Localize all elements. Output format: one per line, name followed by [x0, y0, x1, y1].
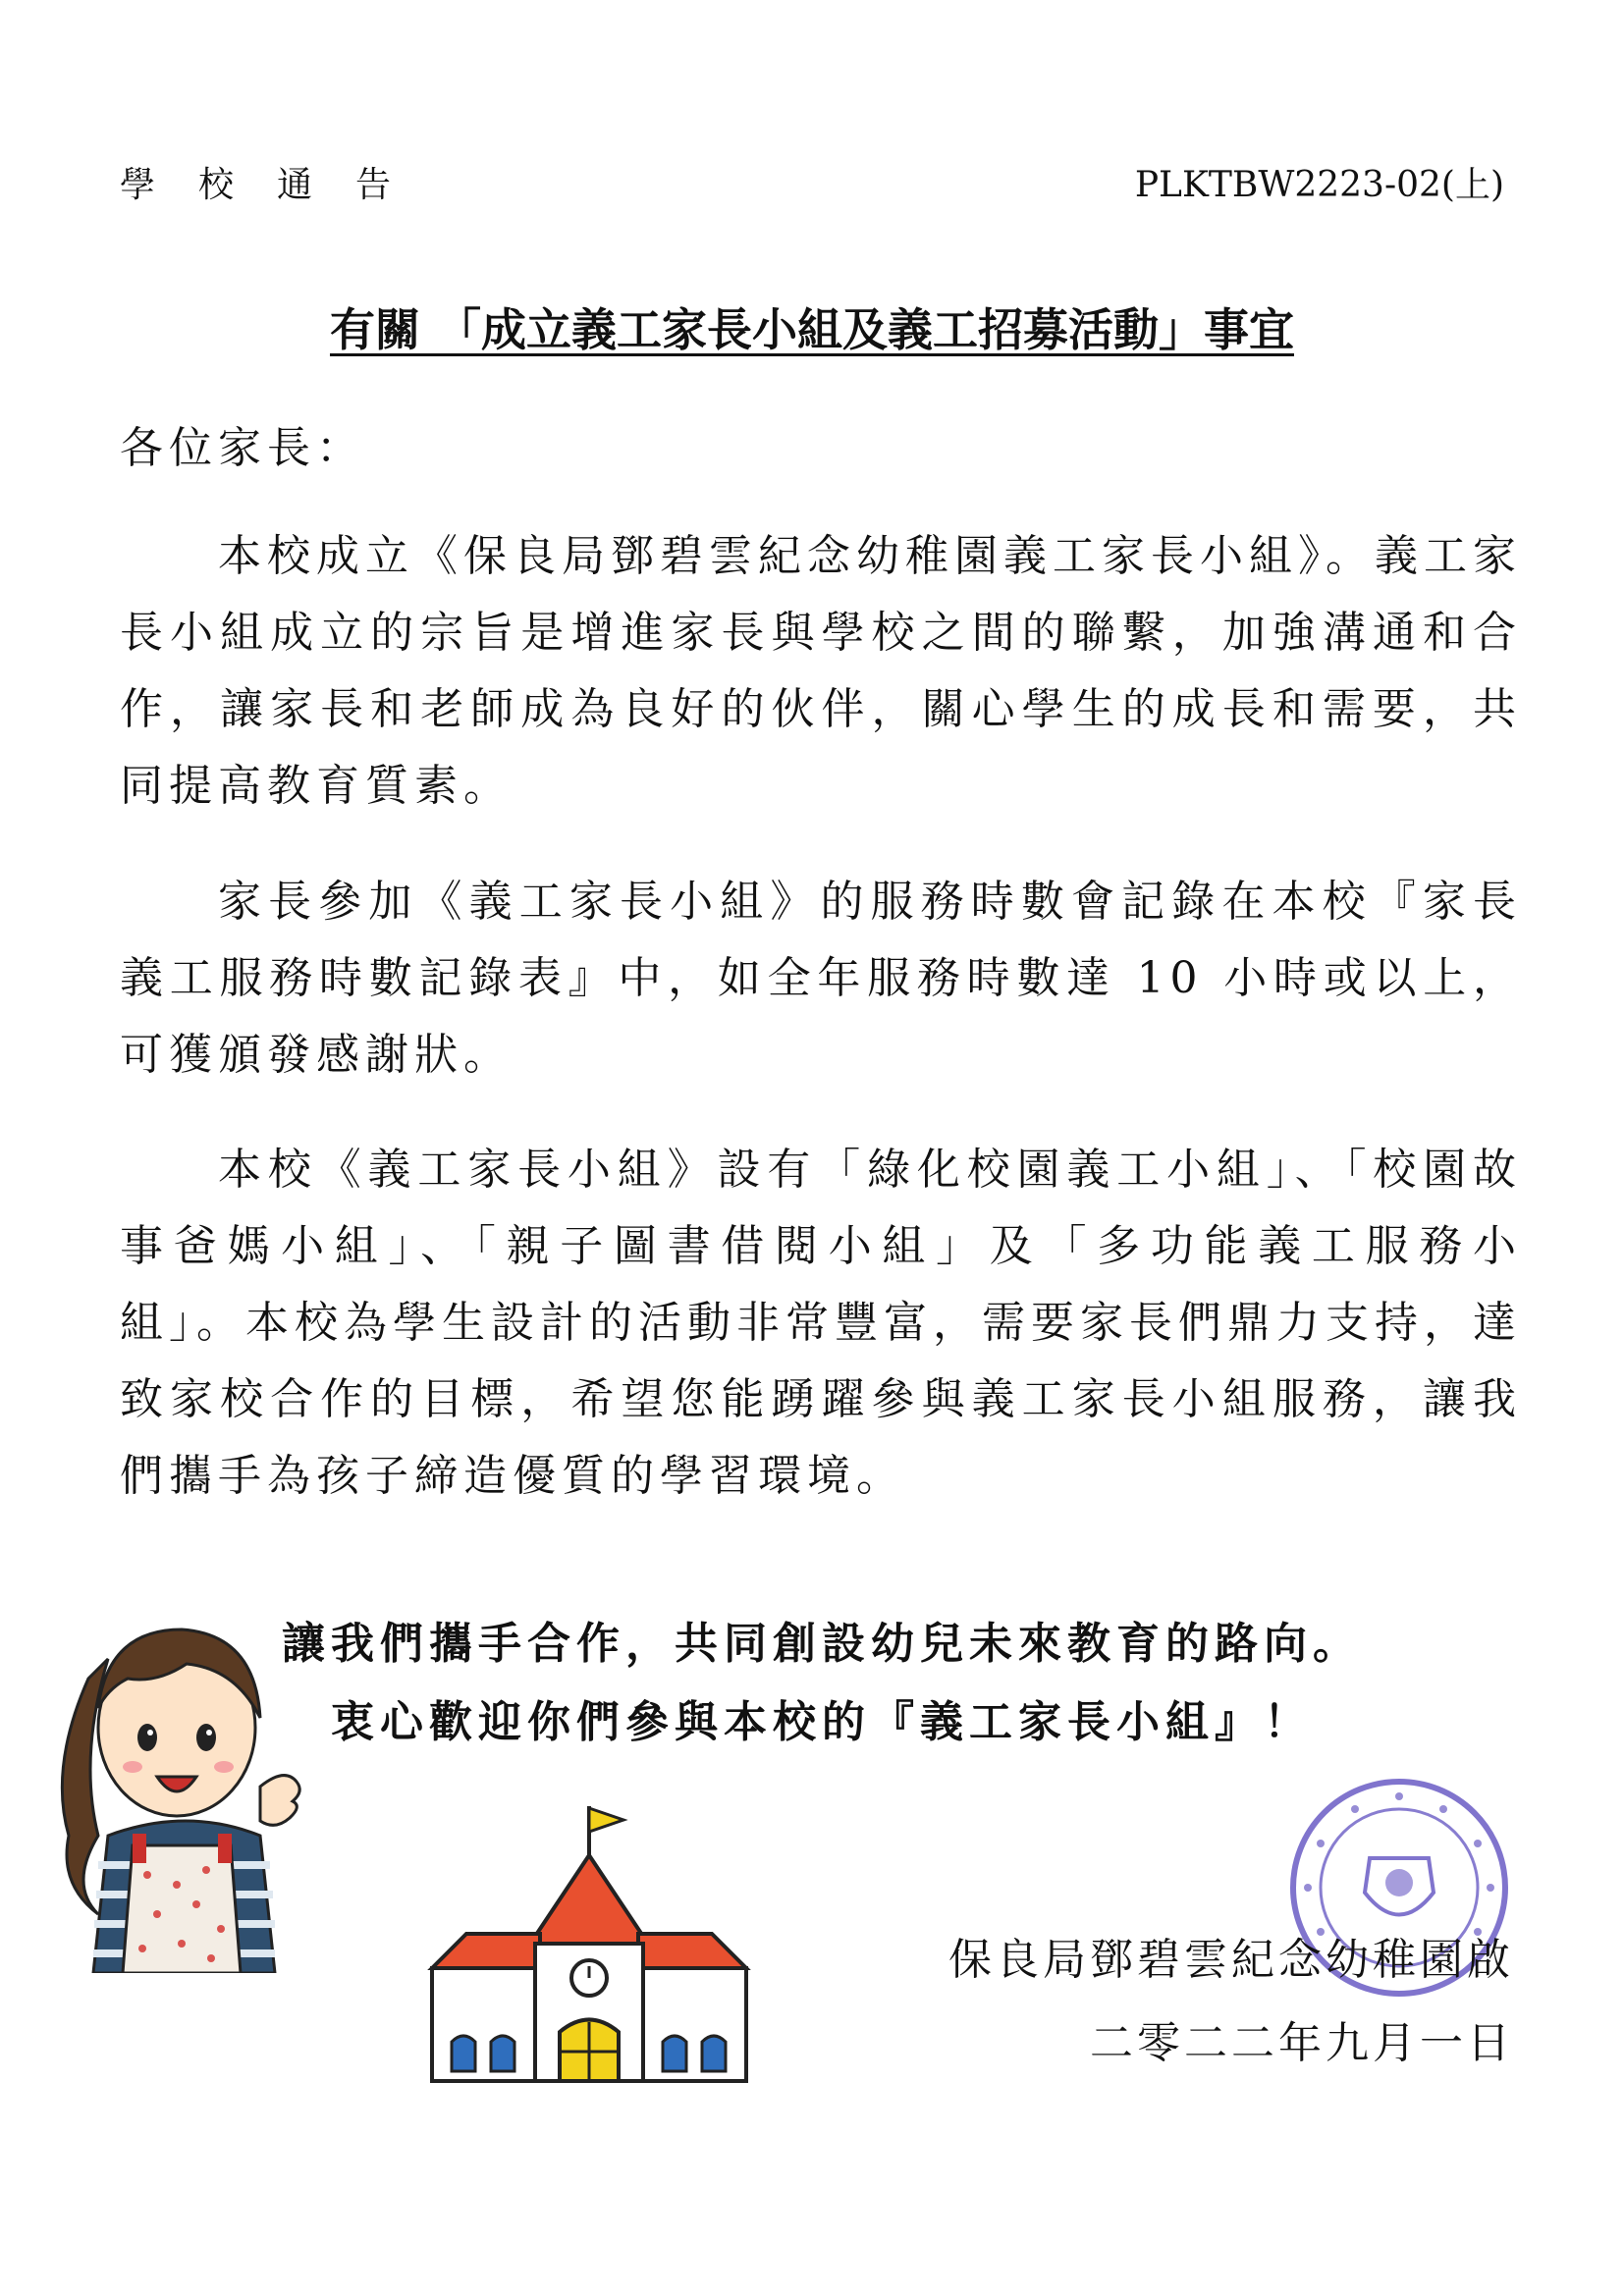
notice-code: PLKTBW2223-02(上)	[1134, 165, 1504, 205]
school-signoff: 保良局鄧碧雲紀念幼稚園啟	[948, 1935, 1514, 1985]
greeting: 各位家長：	[120, 423, 365, 473]
notice-date: 二零二二年九月一日	[1090, 2018, 1514, 2068]
school-building-illustration	[412, 1796, 766, 2091]
notice-title	[0, 294, 1624, 359]
paragraph-service-hours: 家長參加《義工家長小組》的服務時數會記錄在本校『家長義工服務時數記錄表』中，如全年服務時數達 10 小時或以上，可獲頒發感謝狀。	[120, 877, 1522, 1080]
notice-title-text: 有關 「成立義工家長小組及義工招募活動」事宜	[329, 303, 1294, 356]
paragraph-purpose: 本校成立《保良局鄧碧雲紀念幼稚園義工家長小組》。義工家長小組成立的宗旨是增進家長與學校之間的聯繫，加強溝通和合作，讓家長和老師成為良好的伙伴，關心學生的成長和需要，共同提高教育質素。	[120, 531, 1522, 811]
paragraph-groups: 本校《義工家長小組》設有「綠化校園義工小組」、「校園故事爸媽小組」、「親子圖書借閱小組」及「多功能義工服務小組」。本校為學生設計的活動非常豐富，需要家長們鼎力支持，達致家校合作的目標，希望您能踴躍參與義工家長小組服務，讓我們攜手為孩子締造優質的學習環境。	[120, 1145, 1522, 1501]
girl-waving-illustration	[39, 1590, 324, 1973]
closing-line-1: 讓我們攜手合作，共同創設幼兒未來教育的路向。	[282, 1619, 1362, 1669]
notice-type-label: 學校通告	[120, 165, 435, 205]
closing-line-2: 衷心歡迎你們參與本校的『義工家長小組』！	[331, 1697, 1313, 1747]
